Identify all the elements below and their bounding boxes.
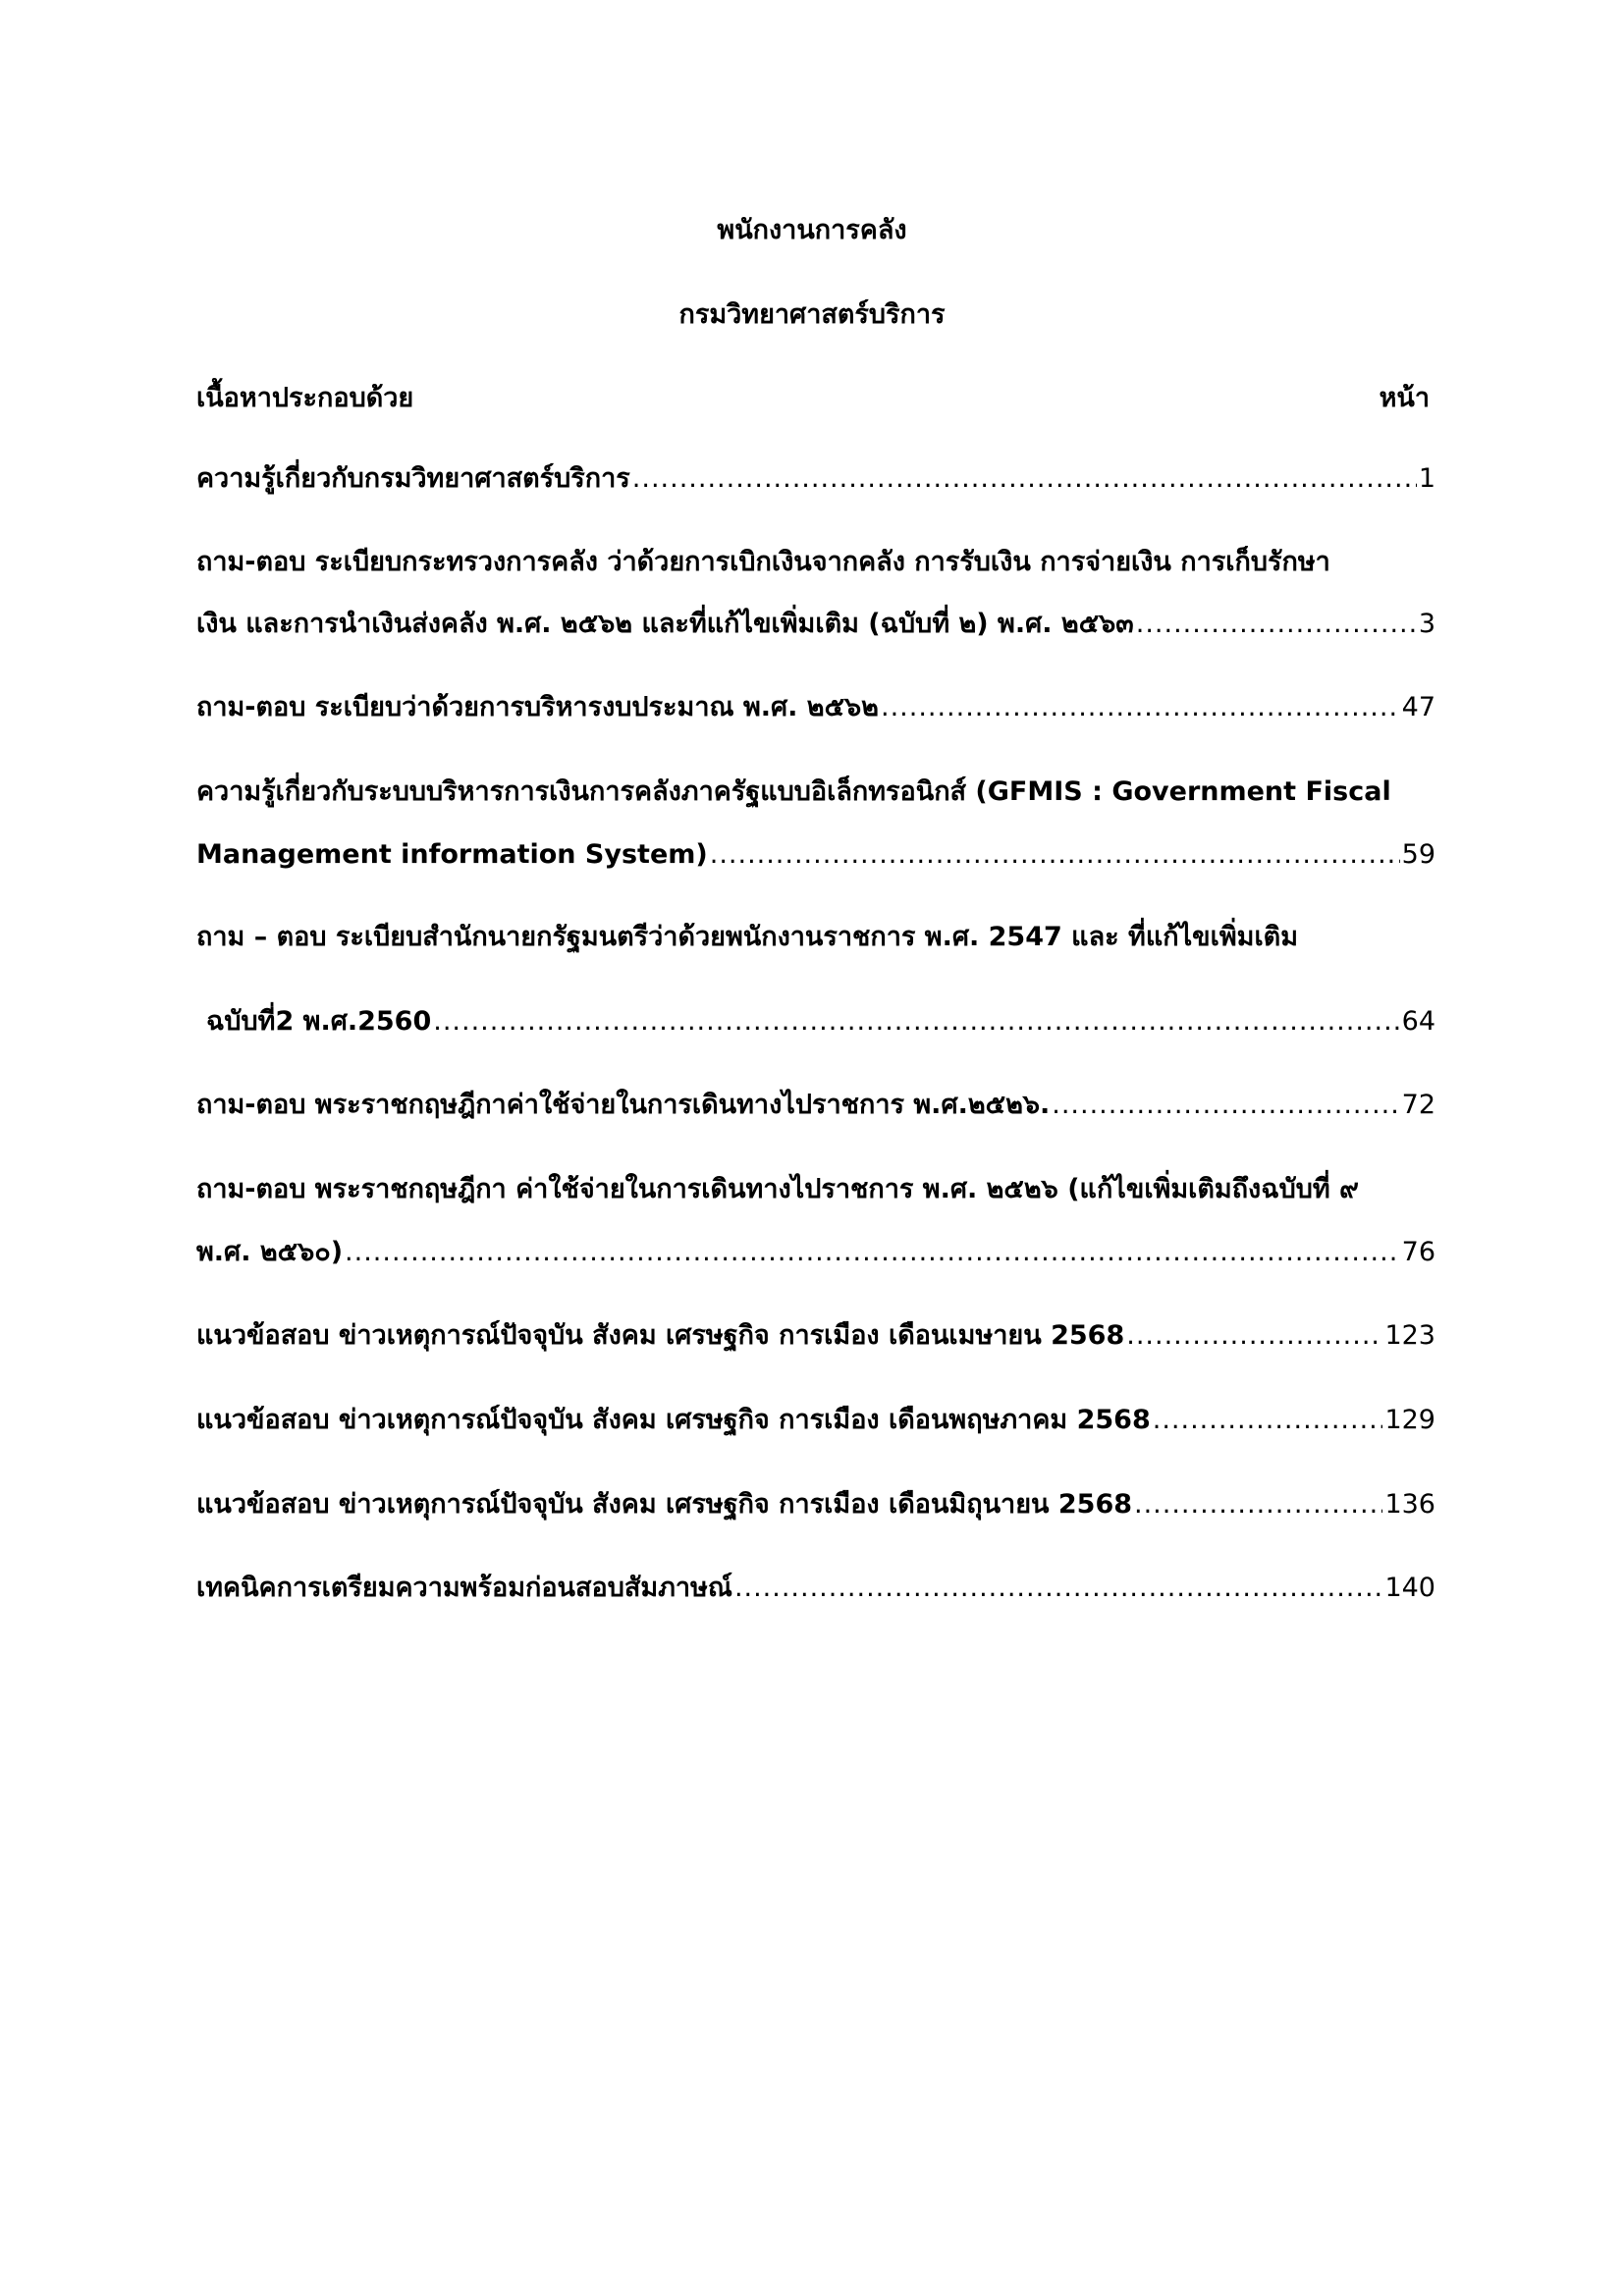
- toc-entry[interactable]: [196, 1170, 1435, 1209]
- toc-entry-page: 129: [1384, 1405, 1435, 1435]
- toc-entry-title: Management information System): [196, 839, 708, 870]
- leader-dots: [1136, 605, 1417, 644]
- toc-entry-page: 76: [1401, 1237, 1435, 1267]
- toc-entry-page: 3: [1418, 609, 1435, 639]
- leader-dots: [345, 1233, 1400, 1272]
- toc-entry-title: ถาม-ตอบ ระเบียบว่าด้วยการบริหารงบประมาณ พ.ศ. ๒๕๖๒: [196, 692, 879, 722]
- toc-entry[interactable]: [196, 1316, 1435, 1356]
- leader-dots: [1126, 1316, 1382, 1356]
- toc-entry-title: ถาม – ตอบ ระเบียบสำนักนายกรัฐมนตรีว่าด้วยพนักงานราชการ พ.ศ. 2547 และ ที่แก้ไขเพิ่มเติม: [196, 922, 1299, 952]
- toc-entry-page: 136: [1384, 1489, 1435, 1520]
- toc-entry[interactable]: [196, 1485, 1435, 1524]
- leader-dots: [710, 835, 1400, 875]
- toc-entry[interactable]: [196, 1401, 1435, 1440]
- leader-dots: [881, 688, 1400, 727]
- toc-entry-page: 64: [1401, 1006, 1435, 1037]
- toc-entry[interactable]: [196, 773, 1435, 812]
- toc-entry-page: 123: [1384, 1320, 1435, 1351]
- leader-dots: [734, 1569, 1383, 1608]
- toc-entry-title: ความรู้เกี่ยวกับกรมวิทยาศาสตร์บริการ: [196, 463, 630, 494]
- toc-entry-title: ถาม-ตอบ พระราชกฤษฎีกา ค่าใช้จ่ายในการเดินทางไปราชการ พ.ศ. ๒๕๒๖ (แก้ไขเพิ่มเติมถึงฉบับที่ ๙: [196, 1174, 1359, 1204]
- toc-entry[interactable]: [196, 688, 1435, 727]
- toc-entry-title: แนวข้อสอบ ข่าวเหตุการณ์ปัจจุบัน สังคม เศรษฐกิจ การเมือง เดือนมิถุนายน 2568: [196, 1489, 1133, 1520]
- toc-entry-title: ถาม-ตอบ พระราชกฤษฎีกาค่าใช้จ่ายในการเดินทางไปราชการ พ.ศ.๒๕๒๖.: [196, 1090, 1051, 1120]
- toc-entry[interactable]: [196, 459, 1435, 499]
- toc-entry[interactable]: [196, 918, 1435, 957]
- toc-entry-continuation[interactable]: [196, 605, 1435, 644]
- toc-entry[interactable]: [196, 1569, 1435, 1608]
- toc-entry-title: ฉบับที่2 พ.ศ.2560: [206, 1006, 432, 1037]
- toc-entry-continuation[interactable]: [196, 1002, 1435, 1041]
- toc-header: [196, 376, 1430, 418]
- leader-dots: [1052, 1086, 1399, 1125]
- toc-entry-continuation[interactable]: [196, 835, 1435, 875]
- toc-entry-title: เทคนิคการเตรียมความพร้อมก่อนสอบสัมภาษณ์: [196, 1573, 732, 1603]
- toc-header-contents-label: เนื้อหาประกอบด้วย: [196, 383, 414, 413]
- toc-entry[interactable]: [196, 1086, 1435, 1125]
- toc-entry-continuation[interactable]: [196, 1233, 1435, 1272]
- toc-entry-page: 140: [1384, 1573, 1435, 1603]
- toc-entry-page: 59: [1401, 839, 1435, 870]
- leader-dots: [632, 459, 1417, 499]
- leader-dots: [1134, 1485, 1382, 1524]
- toc-entry-title: แนวข้อสอบ ข่าวเหตุการณ์ปัจจุบัน สังคม เศรษฐกิจ การเมือง เดือนเมษายน 2568: [196, 1320, 1125, 1351]
- document-subtitle: กรมวิทยาศาสตร์บริการ: [678, 299, 946, 330]
- toc-entry-title: พ.ศ. ๒๕๖๐): [196, 1237, 344, 1267]
- toc-header-page-label: หน้า: [1379, 383, 1430, 413]
- toc-entry-page: 72: [1401, 1090, 1435, 1120]
- toc-entry-page: 1: [1418, 463, 1435, 494]
- toc-entry-page: 47: [1401, 692, 1435, 722]
- toc-entry-title: ความรู้เกี่ยวกับระบบบริหารการเงินการคลังภาครัฐแบบอิเล็กทรอนิกส์ (GFMIS : Government Fiscal: [196, 776, 1391, 807]
- toc-entry-title: แนวข้อสอบ ข่าวเหตุการณ์ปัจจุบัน สังคม เศรษฐกิจ การเมือง เดือนพฤษภาคม 2568: [196, 1405, 1151, 1435]
- toc-entry-title: ถาม-ตอบ ระเบียบกระทรวงการคลัง ว่าด้วยการเบิกเงินจากคลัง การรับเงิน การจ่ายเงิน การเก็บรักษา: [196, 547, 1330, 577]
- leader-dots: [433, 1002, 1399, 1041]
- leader-dots: [1153, 1401, 1383, 1440]
- document-title: พนักงานการคลัง: [717, 215, 907, 245]
- toc-entry-title: เงิน และการนำเงินส่งคลัง พ.ศ. ๒๕๖๒ และที่แก้ไขเพิ่มเติม (ฉบับที่ ๒) พ.ศ. ๒๕๖๓: [196, 609, 1134, 639]
- toc-entry[interactable]: [196, 543, 1435, 582]
